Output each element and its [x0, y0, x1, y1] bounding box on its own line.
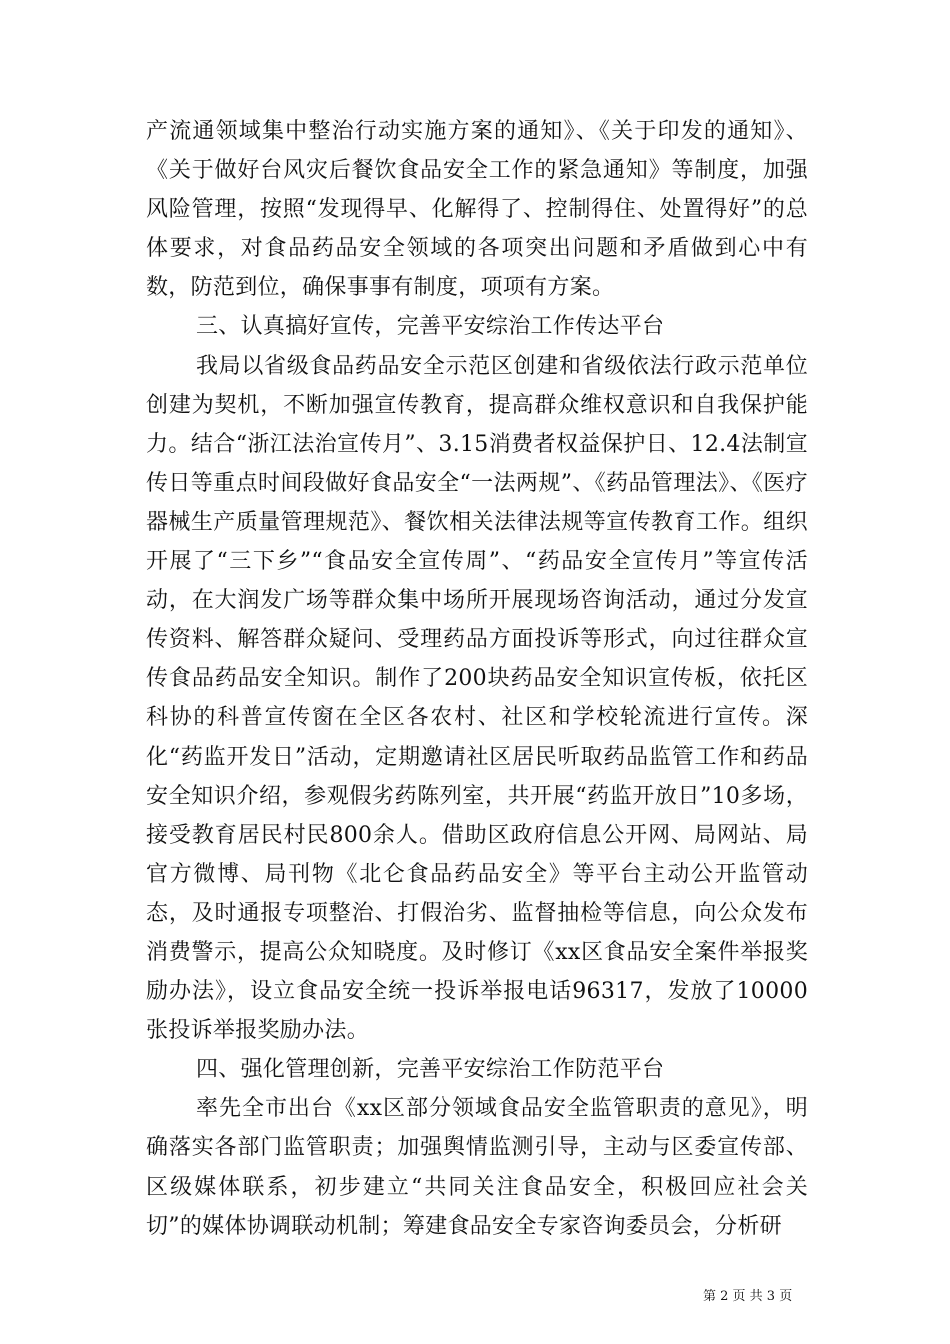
- section-heading-4: 四、强化管理创新，完善平安综治工作防范平台: [196, 1057, 665, 1083]
- paragraph-management: 率先全市出台《xx区部分领域食品安全监管职责的意见》，明确落实各部门监管职责；加强舆情监测引导，主动与区委宣传部、区级媒体联系，初步建立“共同关注食品安全，积极回应社会关切”的媒体协调联动机制；筹建食品安全专家咨询委员会，分析研: [146, 1096, 808, 1239]
- paragraph-publicity: 我局以省级食品药品安全示范区创建和省级依法行政示范单位创建为契机，不断加强宣传教育，提高群众维权意识和自我保护能力。结合“浙江法治宣传月”、3.15消费者权益保护日、12.4法制宣传日等重点时间段做好食品安全“一法两规”、《药品管理法》、《医疗器械生产质量管理规范》、餐饮相关法律法规等宣传教育工作。组织开展了“三下乡”“食品安全宣传周”、“药品安全宣传月”等宣传活动，在大润发广场等群众集中场所开展现场咨询活动，通过分发宣传资料、解答群众疑问、受理药品方面投诉等形式，向过往群众宣传食品药品安全知识。制作了200块药品安全知识宣传板，依托区科协的科普宣传窗在全区各农村、社区和学校轮流进行宣传。深化“药监开发日”活动，定期邀请社区居民听取药品监管工作和药品安全知识介绍，参观假劣药陈列室，共开展“药监开放日”10多场，接受教育居民村民800余人。借助区政府信息公开网、局网站、局官方微博、局刊物《北仑食品药品安全》等平台主动公开监管动态，及时通报专项整治、打假治劣、监督抽检等信息，向公众发布消费警示，提高公众知晓度。及时修订《xx区食品安全案件举报奖励办法》，设立食品安全统一投诉举报电话96317，发放了10000张投诉举报奖励办法。: [146, 353, 808, 1044]
- section-heading-3: 三、认真搞好宣传，完善平安综治工作传达平台: [196, 314, 665, 340]
- paragraph-continuation: 产流通领域集中整治行动实施方案的通知》、《关于印发的通知》、《关于做好台风灾后餐饮食品安全工作的紧急通知》等制度，加强风险管理，按照“发现得早、化解得了、控制得住、处置得好”的总体要求，对食品药品安全领域的各项突出问题和矛盾做到心中有数，防范到位，确保事事有制度，项项有方案。: [146, 119, 808, 301]
- document-body: [146, 112, 808, 1246]
- page-number-footer: 第 2 页 共 3 页: [703, 1289, 793, 1304]
